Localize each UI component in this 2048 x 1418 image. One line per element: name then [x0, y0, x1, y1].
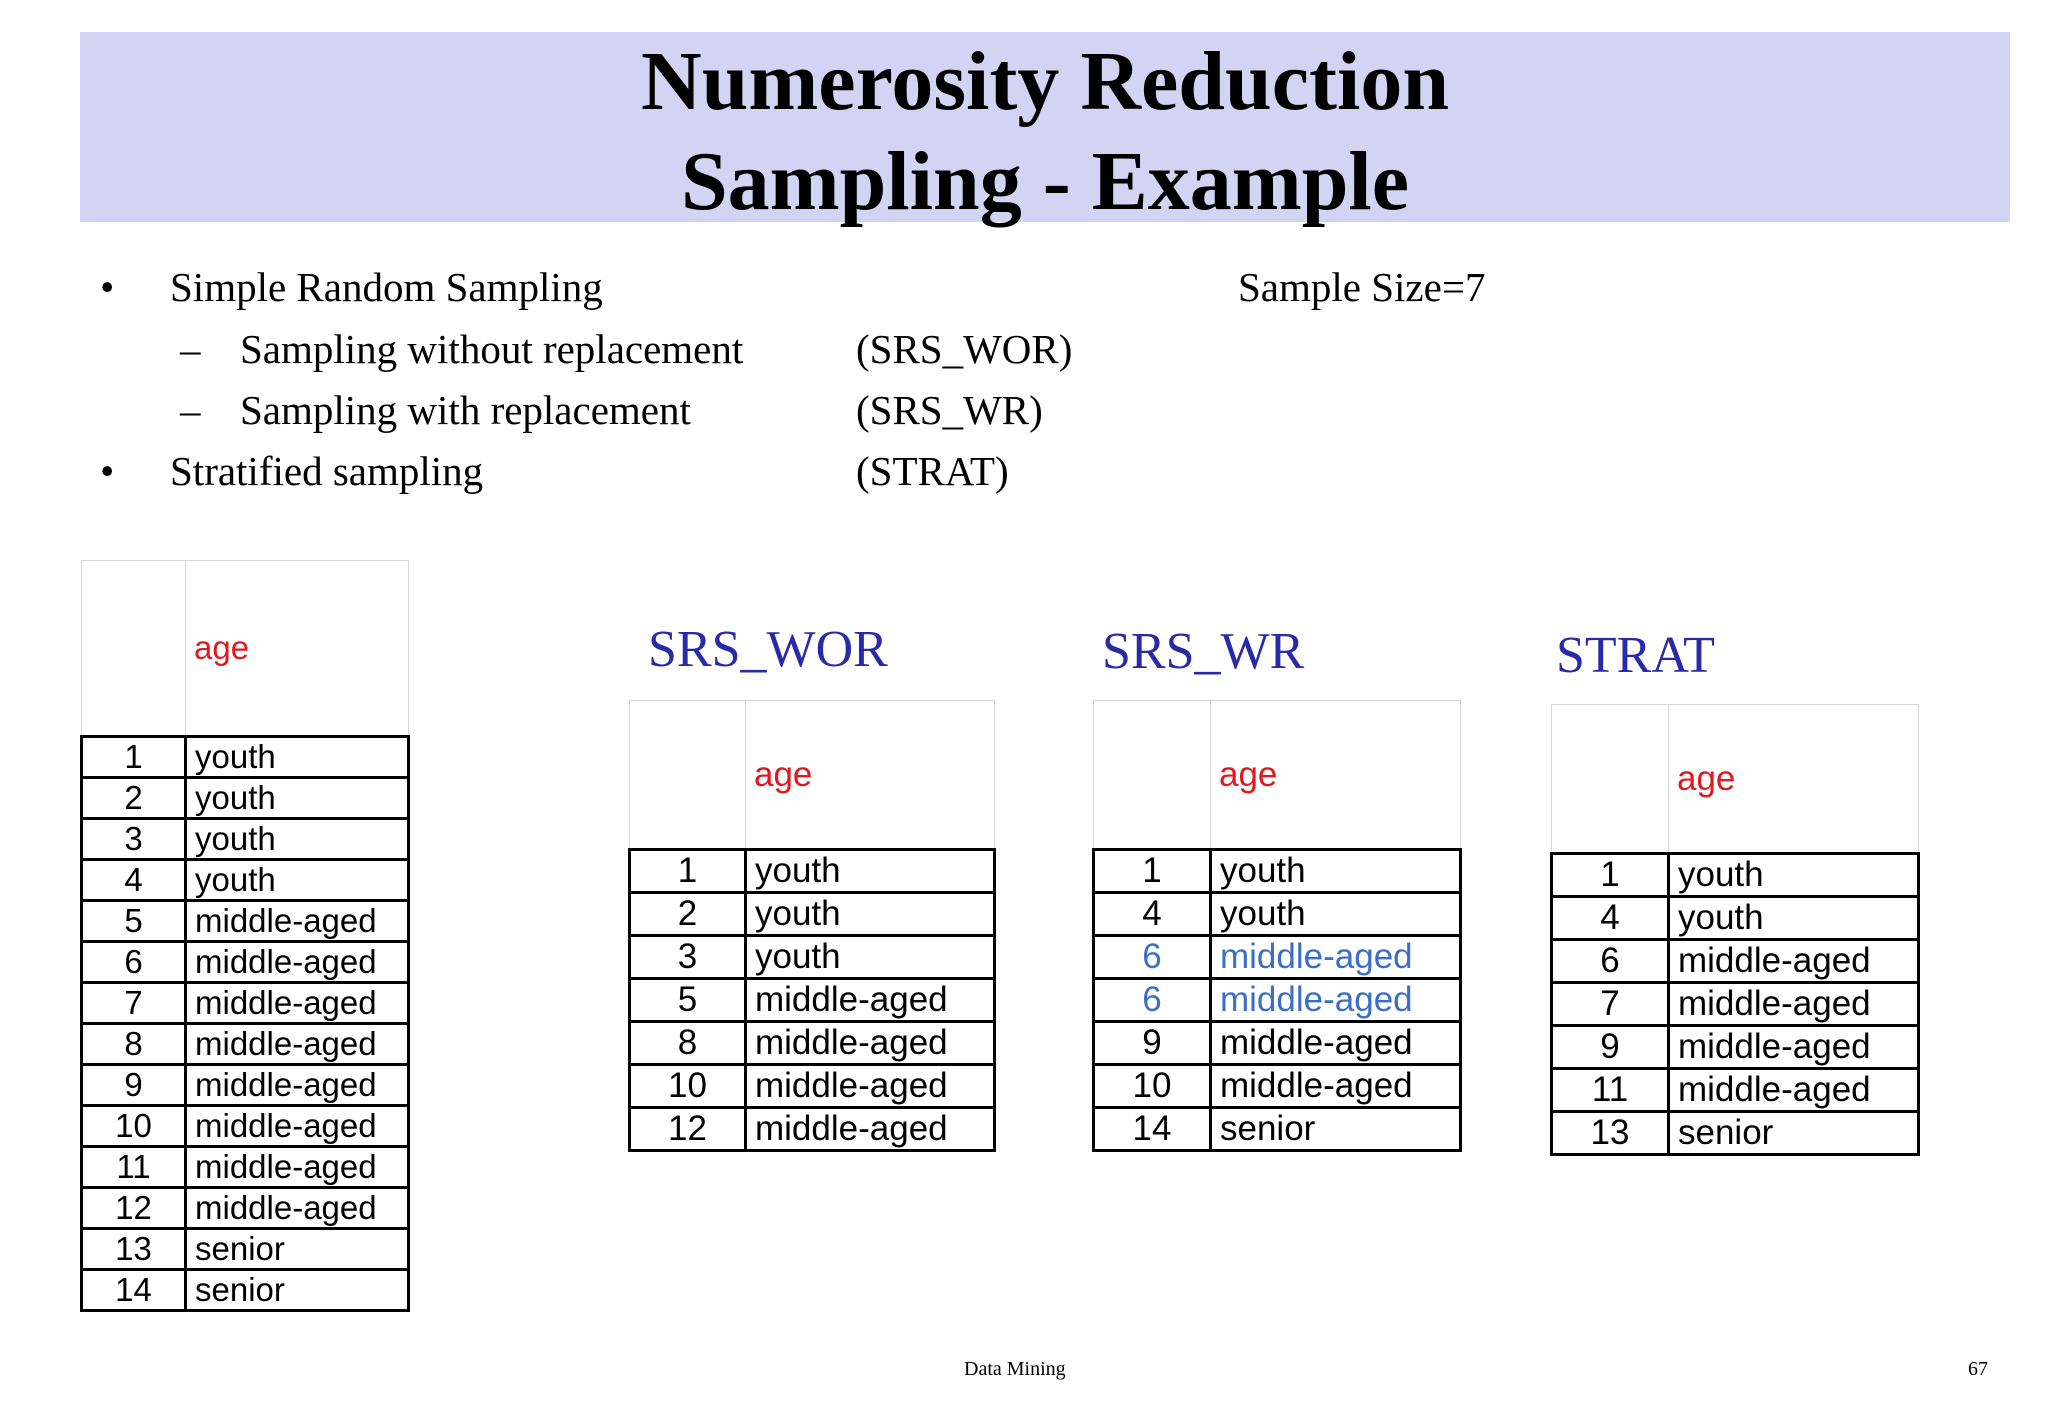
row-index-cell: 9 [1552, 1026, 1669, 1069]
table-row [82, 1147, 409, 1188]
table-row [82, 901, 409, 942]
row-index-cell: 9 [1094, 1022, 1211, 1065]
row-index-cell: 6 [82, 942, 186, 983]
bullet-mark-1: • [100, 264, 115, 310]
row-index-cell: 3 [630, 936, 746, 979]
table-row [630, 1108, 995, 1151]
row-index-cell: 14 [82, 1270, 186, 1311]
source-age-table [80, 560, 410, 1312]
table-row [82, 1024, 409, 1065]
table-header-row [1552, 705, 1919, 854]
row-index-cell: 2 [82, 778, 186, 819]
row-index-cell: 11 [82, 1147, 186, 1188]
strat-table [1550, 704, 1920, 1156]
row-age-cell: middle-aged [186, 1188, 409, 1229]
header-index-cell [82, 561, 186, 737]
row-age-cell: senior [1669, 1112, 1919, 1155]
table-row [1552, 1069, 1919, 1112]
row-age-cell: middle-aged [186, 901, 409, 942]
table-header-row [82, 561, 409, 737]
table-row [1552, 897, 1919, 940]
table-row [82, 819, 409, 860]
row-age-cell: middle-aged [746, 1065, 995, 1108]
row-index-cell: 1 [1094, 850, 1211, 893]
footer-course-name: Data Mining [964, 1358, 1066, 1380]
bullet-stratified-sampling: Stratified sampling [170, 448, 484, 494]
row-index-cell: 7 [82, 983, 186, 1024]
row-age-cell: senior [186, 1229, 409, 1270]
row-index-cell: 12 [630, 1108, 746, 1151]
bullet-mark-2: • [100, 448, 115, 494]
row-age-cell: middle-aged [1211, 1065, 1461, 1108]
row-age-cell: youth [746, 893, 995, 936]
table-row [1094, 1022, 1461, 1065]
table-row [82, 1065, 409, 1106]
row-age-cell: youth [186, 860, 409, 901]
table-row [1552, 983, 1919, 1026]
sub-bullet-mark-2: – [180, 387, 201, 433]
table-header-row [1094, 701, 1461, 850]
label-strat: STRAT [1556, 627, 1715, 684]
table-row [1552, 1112, 1919, 1155]
row-index-cell: 8 [82, 1024, 186, 1065]
footer-page-number: 67 [1968, 1358, 1988, 1380]
row-age-cell: middle-aged [746, 1022, 995, 1065]
row-age-cell: middle-aged [1211, 936, 1461, 979]
table-row [1094, 893, 1461, 936]
header-index-cell [630, 701, 746, 850]
header-age-cell: age [746, 701, 995, 850]
table-row [1094, 936, 1461, 979]
table-row [630, 1022, 995, 1065]
row-index-cell: 6 [1094, 979, 1211, 1022]
row-age-cell: middle-aged [186, 983, 409, 1024]
row-age-cell: senior [186, 1270, 409, 1311]
row-index-cell: 6 [1094, 936, 1211, 979]
bullet-simple-random-sampling: Simple Random Sampling [170, 264, 603, 310]
table-row [1094, 979, 1461, 1022]
table-row [82, 778, 409, 819]
table-row [1552, 1026, 1919, 1069]
row-age-cell: youth [1211, 850, 1461, 893]
code-strat: (STRAT) [856, 448, 1009, 494]
row-age-cell: youth [186, 819, 409, 860]
code-srs-wr: (SRS_WR) [856, 387, 1043, 433]
header-index-cell [1094, 701, 1211, 850]
title-bar [80, 32, 2010, 228]
table-row [82, 942, 409, 983]
srs-wor-table [628, 700, 996, 1152]
row-age-cell: youth [186, 778, 409, 819]
table-row [1094, 850, 1461, 893]
table-row [1094, 1108, 1461, 1151]
row-index-cell: 11 [1552, 1069, 1669, 1112]
table-row [82, 737, 409, 778]
sub-bullet-without-replacement: Sampling without replacement [240, 326, 744, 372]
sub-bullet-mark-1: – [180, 326, 201, 372]
table-row [1552, 940, 1919, 983]
table-row [630, 936, 995, 979]
sub-bullet-with-replacement: Sampling with replacement [240, 387, 691, 433]
row-age-cell: middle-aged [186, 1065, 409, 1106]
row-age-cell: youth [746, 850, 995, 893]
table-row [82, 1229, 409, 1270]
row-index-cell: 3 [82, 819, 186, 860]
table-header-row [630, 701, 995, 850]
srs-wr-table [1092, 700, 1462, 1152]
row-age-cell: middle-aged [1211, 1022, 1461, 1065]
table-row [82, 1188, 409, 1229]
row-age-cell: middle-aged [186, 1024, 409, 1065]
table-row [82, 1106, 409, 1147]
row-index-cell: 4 [1094, 893, 1211, 936]
row-age-cell: middle-aged [1669, 983, 1919, 1026]
label-srs-wor: SRS_WOR [648, 621, 888, 678]
row-index-cell: 10 [1094, 1065, 1211, 1108]
row-index-cell: 5 [82, 901, 186, 942]
table-row [82, 1270, 409, 1311]
table-row [1552, 854, 1919, 897]
row-index-cell: 13 [82, 1229, 186, 1270]
row-index-cell: 12 [82, 1188, 186, 1229]
row-age-cell: middle-aged [186, 1147, 409, 1188]
row-index-cell: 10 [630, 1065, 746, 1108]
row-age-cell: middle-aged [746, 979, 995, 1022]
row-index-cell: 14 [1094, 1108, 1211, 1151]
row-age-cell: middle-aged [1211, 979, 1461, 1022]
table-row [630, 1065, 995, 1108]
header-age-cell: age [186, 561, 409, 737]
header-age-cell: age [1669, 705, 1919, 854]
row-index-cell: 1 [1552, 854, 1669, 897]
header-age-cell: age [1211, 701, 1461, 850]
sample-size-note: Sample Size=7 [1238, 264, 1486, 310]
row-index-cell: 8 [630, 1022, 746, 1065]
row-index-cell: 1 [82, 737, 186, 778]
row-index-cell: 7 [1552, 983, 1669, 1026]
row-age-cell: middle-aged [186, 942, 409, 983]
row-index-cell: 1 [630, 850, 746, 893]
row-index-cell: 4 [82, 860, 186, 901]
row-age-cell: youth [186, 737, 409, 778]
row-index-cell: 6 [1552, 940, 1669, 983]
row-age-cell: middle-aged [1669, 940, 1919, 983]
row-index-cell: 2 [630, 893, 746, 936]
row-age-cell: middle-aged [1669, 1069, 1919, 1112]
row-age-cell: youth [1669, 897, 1919, 940]
label-srs-wr: SRS_WR [1102, 623, 1305, 680]
row-index-cell: 9 [82, 1065, 186, 1106]
row-age-cell: youth [1669, 854, 1919, 897]
header-index-cell [1552, 705, 1669, 854]
code-srs-wor: (SRS_WOR) [856, 326, 1073, 372]
slide-title-line-2: Sampling - Example [680, 135, 1410, 228]
table-row [82, 860, 409, 901]
row-index-cell: 5 [630, 979, 746, 1022]
row-age-cell: youth [746, 936, 995, 979]
row-age-cell: middle-aged [186, 1106, 409, 1147]
row-age-cell: youth [1211, 893, 1461, 936]
table-row [82, 983, 409, 1024]
row-age-cell: senior [1211, 1108, 1461, 1151]
row-index-cell: 13 [1552, 1112, 1669, 1155]
row-age-cell: middle-aged [1669, 1026, 1919, 1069]
row-index-cell: 10 [82, 1106, 186, 1147]
row-age-cell: middle-aged [746, 1108, 995, 1151]
table-row [1094, 1065, 1461, 1108]
slide-title-line-1: Numerosity Reduction [640, 35, 1450, 128]
row-index-cell: 4 [1552, 897, 1669, 940]
table-row [630, 893, 995, 936]
table-row [630, 979, 995, 1022]
table-row [630, 850, 995, 893]
